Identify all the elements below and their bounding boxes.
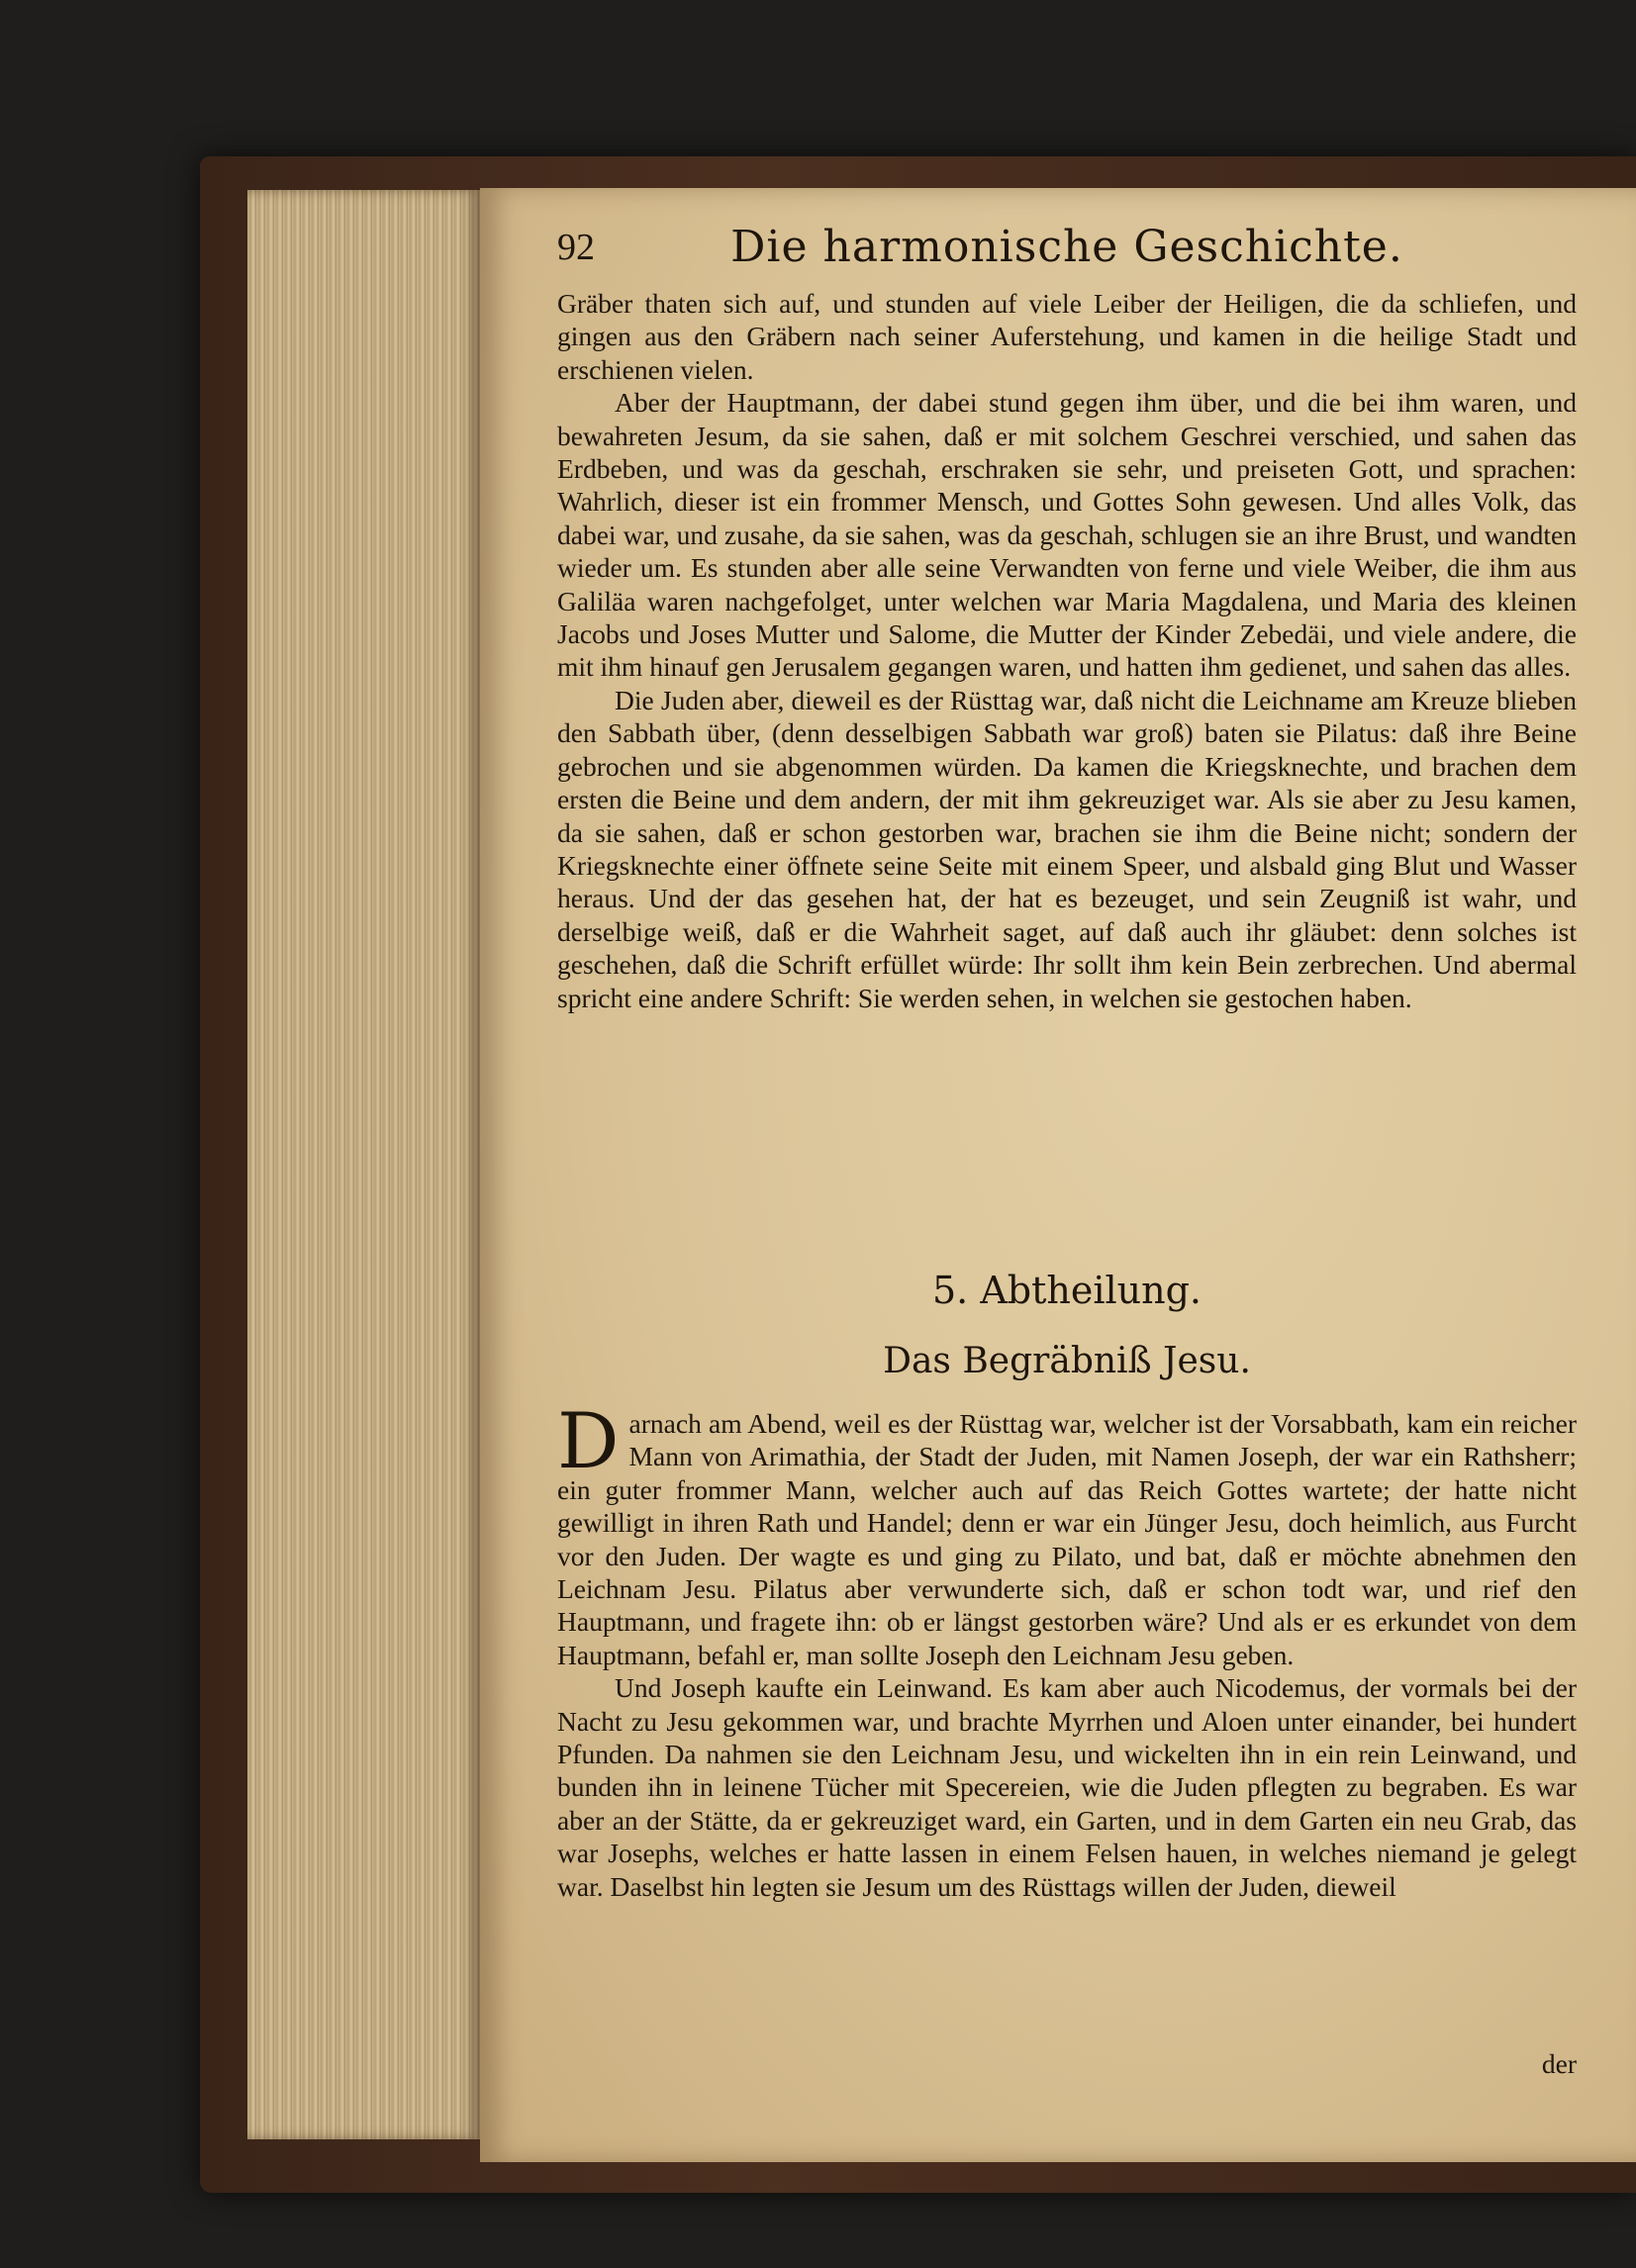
text-block-2	[557, 1397, 1577, 1903]
paragraph-text: arnach am Abend, weil es der Rüsttag war, welcher ist der Vorsabbath, kam ein reicher Mann von Arimathia, der Stadt der Juden, mit Namen Joseph, der war ein Rathsherr; ein guter frommer Mann, welcher auch auf das Reich Gottes wartete; der hatte nicht gewilligt in ihren Rath und Handel; denn er war ein Jünger Jesu, doch heimlich, aus Furcht vor den Juden. Der wagte es und ging zu Pilato, und bat, daß er möchte abnehmen den Leichnam Jesu. Pilatus aber verwunderte sich, daß er schon todt war, und rief den Hauptmann, und fragete ihn: ob er längst gestorben wäre? Und als er es erkundet von dem Hauptmann, befahl er, man sollte Joseph den Leichnam Jesu geben.	[557, 1408, 1577, 1670]
text-block-1	[557, 287, 1577, 1014]
running-head: Die harmonische Geschichte.	[730, 222, 1403, 272]
paragraph: Die Juden aber, dieweil es der Rüsttag war, daß nicht die Leichname am Kreuze blieben den Sabbath über, (denn desselbigen Sabbath war groß) baten sie Pilatus: daß ihre Beine gebrochen und sie abgenommen würden. Da kamen die Kriegsknechte, und brachen dem ersten die Beine und dem andern, der mit ihm gekreuziget war. Als sie aber zu Jesu kamen, da sie sahen, daß er schon gestorben war, brachen sie ihm die Beine nicht; sondern der Kriegsknechte einer öffnete seine Seite mit einem Speer, und alsbald ging Blut und Wasser heraus. Und der das gesehen hat, der hat es bezeuget, und sein Zeugniß ist wahr, und derselbige weiß, daß er die Wahrheit saget, auf daß auch ihr gläubet: denn solches ist geschehen, daß die Schrift erfüllet würde: Ihr sollt ihm kein Bein zerbrechen. Und abermal spricht eine andere Schrift: Sie werden sehen, in welchen sie gestochen haben.	[557, 684, 1577, 1013]
paragraph: Und Joseph kaufte ein Leinwand. Es kam aber auch Nicodemus, der vormals bei der Nacht zu Jesu gekommen war, und brachte Myrrhen und Aloen unter einander, bei hundert Pfunden. Da nahmen sie den Leichnam Jesu, und wickelten ihn in ein rein Leinwand, und bunden ihn in leinene Tücher mit Specereien, wie die Juden pflegten zu begraben. Es war aber an der Stätte, da er gekreuziget ward, ein Garten, und in dem Garten ein neu Grab, das war Josephs, welches er hatte lassen in einem Felsen hauen, in welches niemand je gelegt war. Daselbst hin legten sie Jesum um des Rüsttags willen der Juden, dieweil	[557, 1672, 1577, 1902]
page-header	[557, 222, 1577, 285]
catchword: der	[1541, 2048, 1577, 2079]
book-page	[480, 188, 1636, 2162]
paragraph: Gräber thaten sich auf, und stunden auf viele Leiber der Heiligen, die da schliefen, und gingen aus den Gräbern nach seiner Auferstehung, und kamen in die heilige Stadt und erschienen vielen.	[557, 288, 1577, 385]
page-number: 92	[557, 227, 595, 268]
section-title: 5. Abtheilung.	[932, 1269, 1202, 1312]
page-edges	[247, 190, 480, 2139]
paragraph	[557, 1397, 1577, 1671]
drop-cap: D	[557, 1397, 620, 1486]
section-subtitle: Das Begräbniß Jesu.	[883, 1341, 1251, 1381]
paragraph: Aber der Hauptmann, der dabei stund gegen ihm über, und die bei ihm waren, und bewahreten Jesum, da sie sahen, daß er mit solchem Geschrei verschied, und sahen das Erdbeben, und was da geschah, erschraken sie sehr, und preiseten Gott, und sprachen: Wahrlich, dieser ist ein frommer Mensch, und Gottes Sohn gewesen. Und alles Volk, das dabei war, und zusahe, da sie sahen, was da geschah, schlugen sie an ihre Brust, und wandten wieder um. Es stunden aber alle seine Verwandten von ferne und viele Weiber, die ihm aus Galiläa waren nachgefolget, unter welchen war Maria Magdalena, und Maria des kleinen Jacobs und Joses Mutter und Salome, die Mutter der Kinder Zebedäi, und viele andere, die mit ihm hinauf gen Jerusalem gegangen waren, und hatten ihm gedienet, und sahen das alles.	[557, 387, 1577, 683]
